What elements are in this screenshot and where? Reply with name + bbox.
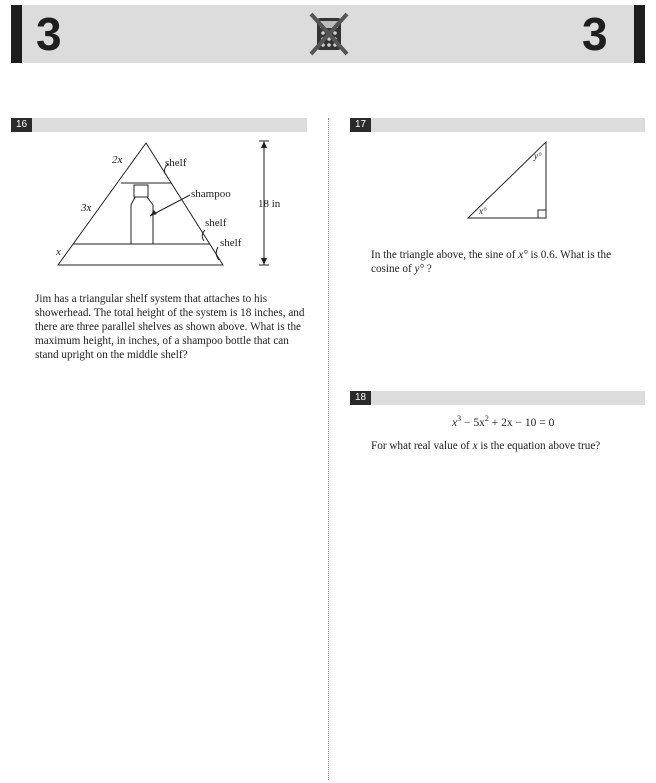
question-17-y-var: y° [414,263,424,275]
header-bar-right [634,5,645,63]
eq-exp3: 3 [457,414,462,423]
question-18-text [371,439,647,453]
question-17-bar [350,118,645,132]
section-number-right: 3 [582,8,608,60]
question-18-text-part2: is the equation above true? [477,440,601,452]
label-x: x [56,246,61,258]
eq-x3: x [452,416,458,429]
label-shelf-middle: shelf [205,217,227,229]
column-divider [328,118,329,780]
no-calculator-icon [305,10,353,58]
label-shampoo: shampoo [191,188,231,200]
question-17-text-part3: ? [423,263,432,275]
eq-exp2: 2 [484,414,489,423]
question-16-text: Jim has a triangular shelf system that attaches to his showerhead. The total height of the system is 18 inches, and there are three parallel shelves as shown above. What is the maximum height, in inches, of a shampoo bottle that can stand upright on the middle shelf? [35,293,305,361]
question-18-equation [452,414,554,429]
label-shelf-bottom: shelf [220,237,242,249]
label-3x: 3x [81,202,92,214]
section-number-left: 3 [36,8,62,60]
label-18-in: 18 in [258,198,281,210]
right-angle-mark [538,210,546,218]
question-17-text-part2: is 0.6. What is the cosine of [371,249,612,275]
question-18-bar [350,391,645,405]
question-17-text-part1: In the triangle above, the sine of [371,249,519,261]
question-18-text-part1: For what real value of [371,440,473,452]
question-18-x-var: x [472,440,478,452]
question-18-number: 18 [350,391,371,405]
question-17-text [371,248,639,276]
question-16-bar [11,118,307,132]
eq-mid: − 5x [461,416,485,429]
label-angle-x: x° [479,206,487,216]
right-triangle-figure [460,138,560,223]
label-angle-y: y° [534,151,542,161]
shelf-triangle-figure [50,133,300,273]
question-17-x-var: x° [518,249,528,261]
question-16-number: 16 [11,118,32,132]
label-shelf-top: shelf [165,157,187,169]
header-bar-left [11,5,22,63]
question-17-number: 17 [350,118,371,132]
label-2x: 2x [112,154,123,166]
eq-tail: + 2x − 10 = 0 [488,416,555,429]
shampoo-bottle [131,185,153,244]
